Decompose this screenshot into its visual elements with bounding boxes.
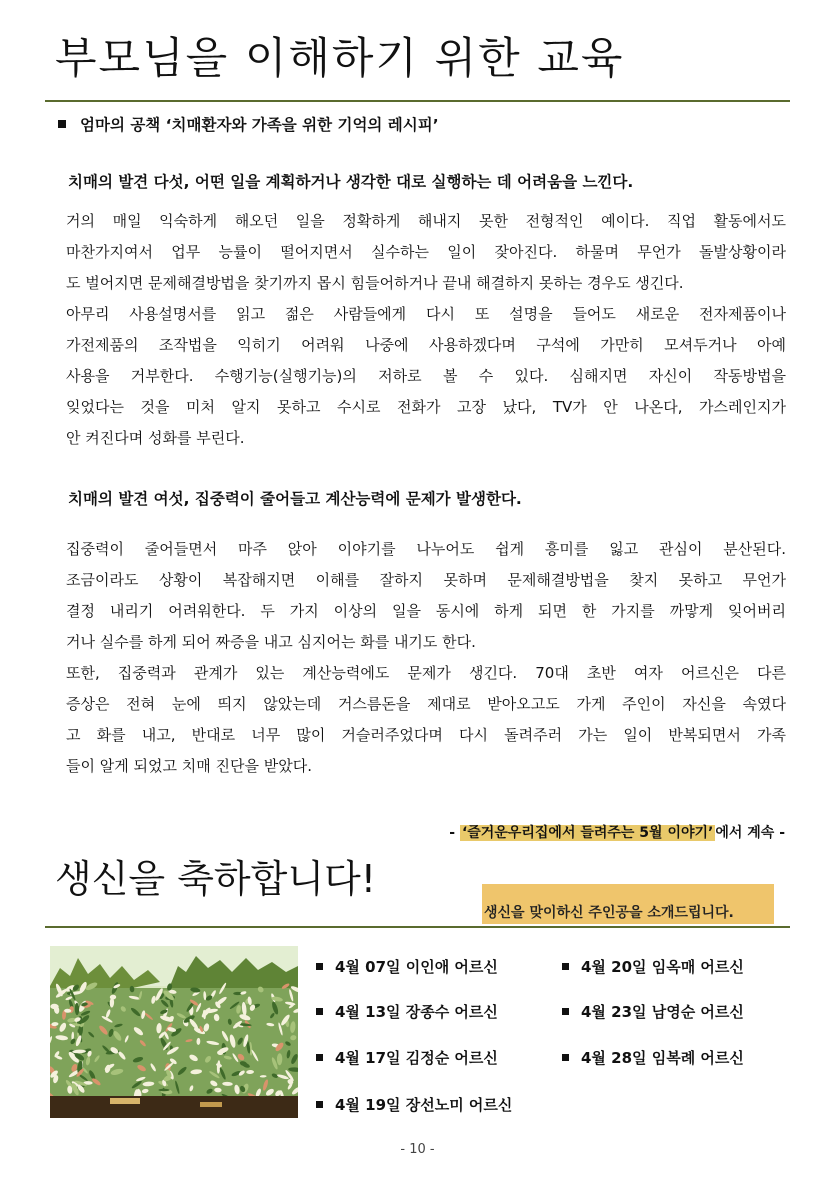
page-number: - 10 - (400, 1142, 435, 1157)
birthday-entry-text: 4월 13일 장종수 어르신 (335, 1003, 498, 1021)
paragraph-line: 증상은 전혀 눈에 띄지 않았는데 거스름돈을 제대로 받아오고도 가게 주인이 자신을 속였다 (66, 695, 786, 713)
square-bullet-icon (562, 1054, 569, 1061)
credit-highlight: ‘즐거운우리집에서 들려주는 5월 이야기’ (461, 825, 714, 841)
paragraph-line: 고 화를 내고, 반대로 너무 많이 거슬러주었다며 다시 돌려주러 가는 일이 반복되면서 가족 (66, 726, 786, 744)
paragraph-line: 아무리 사용설명서를 읽고 젊은 사람들에게 다시 또 설명을 들어도 새로운 전자제품이나 (66, 305, 786, 323)
square-bullet-icon (58, 120, 66, 128)
paragraph-line: 또한, 집중력과 관계가 있는 계산능력에도 문제가 생긴다. 70대 초반 여자 어르신은 다른 (66, 664, 786, 682)
paragraph-line: 도 벌어지면 문제해결방법을 찾기까지 몹시 힘들어하거나 끝내 해결하지 못하는 경우도 생긴다. (66, 274, 684, 292)
forest-painting-image (50, 946, 298, 1118)
birthday-entry-text: 4월 20일 임옥매 어르신 (581, 958, 744, 976)
section2-body (66, 534, 786, 782)
square-bullet-icon (316, 1008, 323, 1015)
birthday-intro: 생신을 맞이하신 주인공을 소개드립니다. (484, 905, 734, 921)
birthday-entry-text: 4월 23일 남영순 어르신 (581, 1003, 744, 1021)
birthday-title: 생신을 축하합니다! (55, 857, 376, 901)
paragraph-line: 결정 내리기 어려워한다. 두 가지 이상의 일을 동시에 하게 되면 한 가지를 까맣게 잊어버리 (66, 602, 786, 620)
square-bullet-icon (316, 1054, 323, 1061)
birthday-divider (45, 926, 790, 928)
subtitle-text: 엄마의 공책 ‘치매환자와 가족을 위한 기억의 레시피’ (80, 116, 439, 134)
paragraph-line: 잊었다는 것을 미처 알지 못하고 수시로 전화가 고장 났다, TV가 안 나온다, 가스레인지가 (66, 398, 786, 416)
birthday-entry (562, 1047, 744, 1068)
paragraph-line: 마찬가지여서 업무 능률이 떨어지면서 실수하는 일이 잦아진다. 하물며 무언가 돌발상황이라 (66, 243, 786, 261)
birthday-entry-text: 4월 19일 장선노미 어르신 (335, 1096, 513, 1114)
birthday-entry-text: 4월 28일 임복례 어르신 (581, 1049, 744, 1067)
birthday-entry (316, 1094, 512, 1115)
square-bullet-icon (316, 1101, 323, 1108)
square-bullet-icon (316, 963, 323, 970)
paragraph-line: 집중력이 줄어들면서 마주 앉아 이야기를 나누어도 쉽게 흥미를 잃고 관심이 분산된다. (66, 540, 786, 558)
birthday-entry (562, 1001, 744, 1022)
paragraph-line: 조금이라도 상황이 복잡해지면 이해를 잘하지 못하며 문제해결방법을 찾지 못하고 무언가 (66, 571, 786, 589)
title-divider (45, 100, 790, 102)
birthday-entry (316, 956, 498, 977)
paragraph-line: 거의 매일 익숙하게 해오던 일을 정확하게 해내지 못한 전형적인 예이다. 직업 활동에서도 (66, 212, 786, 230)
paragraph-line: 사용을 거부한다. 수행기능(실행기능)의 저하로 볼 수 있다. 심해지면 자신이 작동방법을 (66, 367, 786, 385)
source-credit: - ‘즐거운우리집에서 들려주는 5월 이야기’ 에서 계속 - (449, 825, 785, 841)
paragraph-line: 가전제품의 조작법을 익히기 어려워 나중에 사용하겠다며 구석에 가만히 모셔두거나 아예 (66, 336, 786, 354)
square-bullet-icon (562, 1008, 569, 1015)
birthday-entry (562, 956, 744, 977)
paragraph-line: 들이 알게 되었고 치매 진단을 받았다. (66, 757, 312, 775)
paragraph-line: 안 켜진다며 성화를 부린다. (66, 429, 245, 447)
birthday-entry-text: 4월 17일 김정순 어르신 (335, 1049, 498, 1067)
birthday-entry (316, 1047, 498, 1068)
square-bullet-icon (562, 963, 569, 970)
page-title: 부모님을 이해하기 위한 교육 (55, 34, 625, 84)
section-subtitle (58, 113, 439, 135)
birthday-entry (316, 1001, 498, 1022)
paragraph-line: 거나 실수를 하게 되어 짜증을 내고 심지어는 화를 내기도 한다. (66, 633, 476, 651)
section2-heading: 치매의 발견 여섯, 집중력이 줄어들고 계산능력에 문제가 발생한다. (68, 490, 522, 508)
birthday-entry-text: 4월 07일 이인애 어르신 (335, 958, 498, 976)
section1-heading: 치매의 발견 다섯, 어떤 일을 계획하거나 생각한 대로 실행하는 데 어려움을 느낀다. (68, 173, 634, 191)
section1-body (66, 206, 786, 454)
